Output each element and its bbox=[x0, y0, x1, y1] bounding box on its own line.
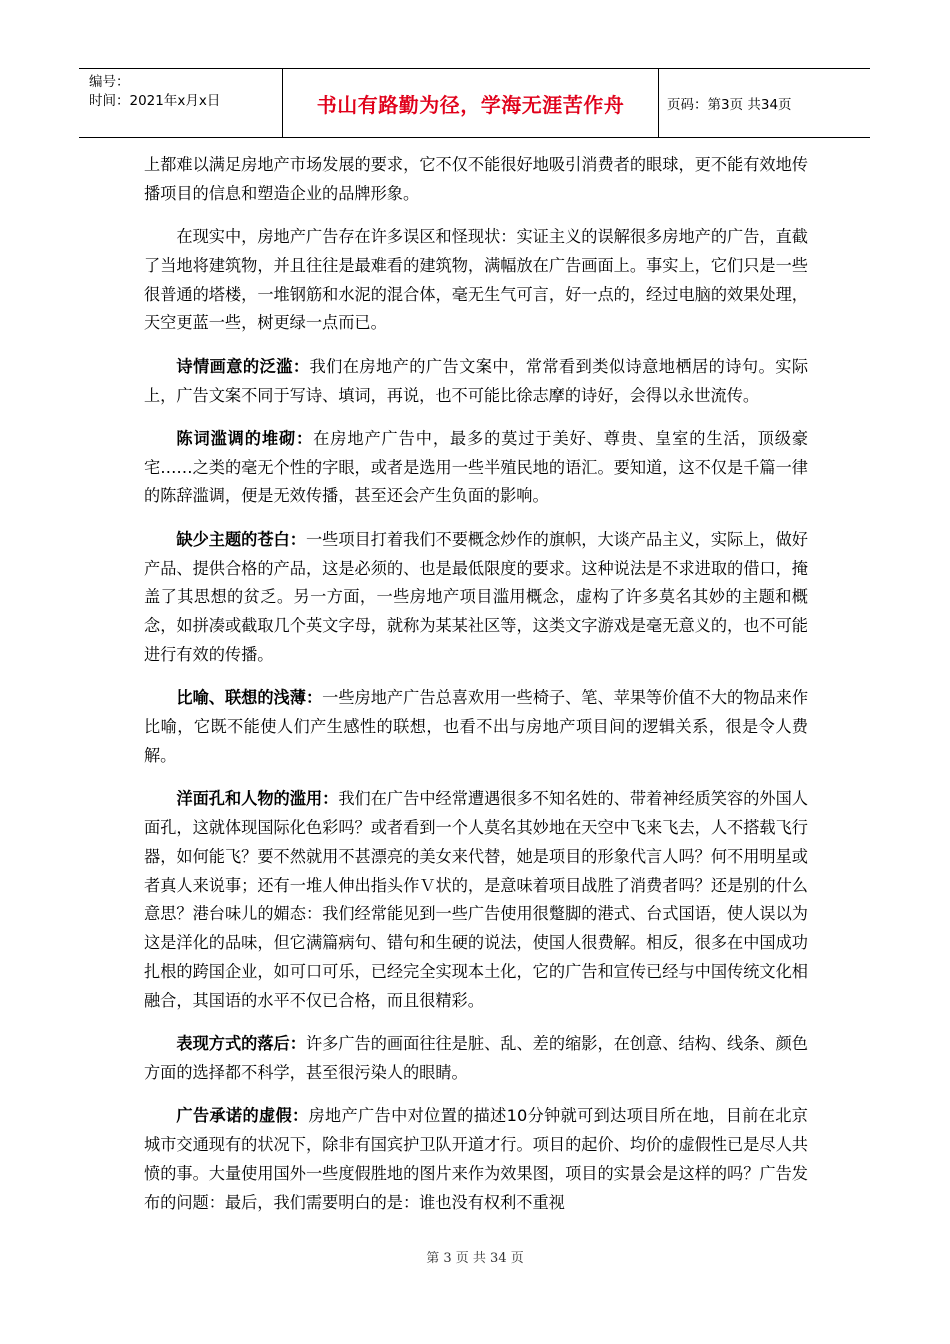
document-number-label: 编号： bbox=[89, 74, 130, 90]
header-meta bbox=[79, 69, 282, 137]
paragraph bbox=[144, 425, 808, 511]
paragraph-text: 许多广告的画面往往是脏、乱、差的缩影，在创意、结构、线条、颜色方面的选择都不科学，甚至很污染人的眼睛。 bbox=[144, 1034, 808, 1082]
paragraph-lead: 广告承诺的虚假： bbox=[176, 1106, 309, 1126]
paragraph-lead: 表现方式的落后： bbox=[176, 1034, 306, 1054]
paragraph bbox=[144, 151, 808, 209]
paragraph bbox=[144, 526, 808, 670]
paragraph-text: 一些项目打着我们不要概念炒作的旗帜，大谈产品主义，实际上，做好产品、提供合格的产品，这是必须的、也是最低限度的要求。这种说法是不求进取的借口，掩盖了其思想的贫乏。另一方面，一些房地产项目滥用概念，虚构了许多莫名其妙的主题和概念，如拼凑或截取几个英文字母，就称为某某社区等，这类文字游戏是毫无意义的，也不可能进行有效的传播。 bbox=[144, 529, 808, 664]
paragraph bbox=[144, 1102, 808, 1217]
paragraph-lead: 比喻、联想的浅薄： bbox=[176, 688, 323, 708]
paragraph bbox=[144, 353, 808, 411]
paragraph-text: 上都难以满足房地产市场发展的要求，它不仅不能很好地吸引消费者的眼球，更不能有效地传播项目的信息和塑造企业的品牌形象。 bbox=[144, 155, 808, 203]
paragraph-lead: 诗情画意的泛滥： bbox=[176, 356, 310, 376]
page-footer: 第 3 页 共 34 页 bbox=[426, 1251, 524, 1266]
page-header bbox=[79, 68, 870, 138]
paragraph-text: 在房地产广告中，最多的莫过于美好、尊贵、皇室的生活，顶级豪宅……之类的毫无个性的字眼，或者是选用一些半殖民地的语汇。要知道，这不仅是千篇一律的陈辞滥调，便是无效传播，甚至还会产生负面的影响。 bbox=[144, 428, 809, 506]
paragraph bbox=[144, 223, 808, 338]
document-body bbox=[144, 151, 808, 1232]
paragraph bbox=[144, 785, 808, 1015]
paragraph-lead: 陈词滥调的堆砌： bbox=[176, 428, 314, 448]
paragraph-text: 在现实中，房地产广告存在许多误区和怪现状：实证主义的误解很多房地产的广告，直截了当地将建筑物，并且往往是最难看的建筑物，满幅放在广告画面上。事实上，它们只是一些很普通的塔楼，一堆钢筋和水泥的混合体，毫无生气可言，好一点的，经过电脑的效果处理，天空更蓝一些，树更绿一点而已。 bbox=[144, 227, 808, 333]
paragraph-lead: 缺少主题的苍白： bbox=[176, 529, 306, 549]
paragraph bbox=[144, 1030, 808, 1088]
document-time-label: 时间：2021年x月x日 bbox=[89, 93, 221, 109]
paragraph-text: 我们在房地产的广告文案中，常常看到类似诗意地栖居的诗句。实际上，广告文案不同于写诗、填词，再说，也不可能比徐志摩的诗好，会得以永世流传。 bbox=[144, 356, 809, 405]
paragraph-text: 我们在广告中经常遭遇很多不知名姓的、带着神经质笑容的外国人面孔，这就体现国际化色彩吗？或者看到一个人莫名其妙地在天空中飞来飞去，人不搭载飞行器，如何能飞？要不然就用不甚漂亮的美女来代替，她是项目的形象代言人吗？何不用明星或者真人来说事；还有一堆人伸出指头作Ｖ状的，是意味着项目战胜了消费者吗？还是别的什么意思？港台味儿的媚态：我们经常能见到一些广告使用很蹩脚的港式、台式国语，使人误以为这是洋化的品味，但它满篇病句、错句和生硬的说法，使国人很费解。相反，很多在中国成功扎根的跨国企业，如可口可乐，已经完全实现本土化，它的广告和宣传已经与中国传统文化相融合，其国语的水平不仅已合格，而且很精彩。 bbox=[144, 789, 808, 1010]
header-page-number: 页码：第3页 共34页 bbox=[667, 97, 792, 113]
paragraph-lead: 洋面孔和人物的滥用： bbox=[176, 789, 339, 809]
paragraph-text: 一些房地产广告总喜欢用一些椅子、笔、苹果等价值不大的物品来作比喻，它既不能使人们产生感性的联想，也看不出与房地产项目间的逻辑关系，很是令人费解。 bbox=[144, 688, 809, 765]
header-motto: 书山有路勤为径，学海无涯苦作舟 bbox=[282, 69, 659, 137]
paragraph-text: 房地产广告中对位置的描述10分钟就可到达项目所在地，目前在北京城市交通现有的状况下，除非有国宾护卫队开道才行。项目的起价、均价的虚假性已是尽人共愤的事。大量使用国外一些度假胜地的图片来作为效果图，项目的实景会是这样的吗？广告发布的问题：最后，我们需要明白的是：谁也没有权利不重视 bbox=[144, 1106, 808, 1212]
paragraph bbox=[144, 684, 808, 770]
